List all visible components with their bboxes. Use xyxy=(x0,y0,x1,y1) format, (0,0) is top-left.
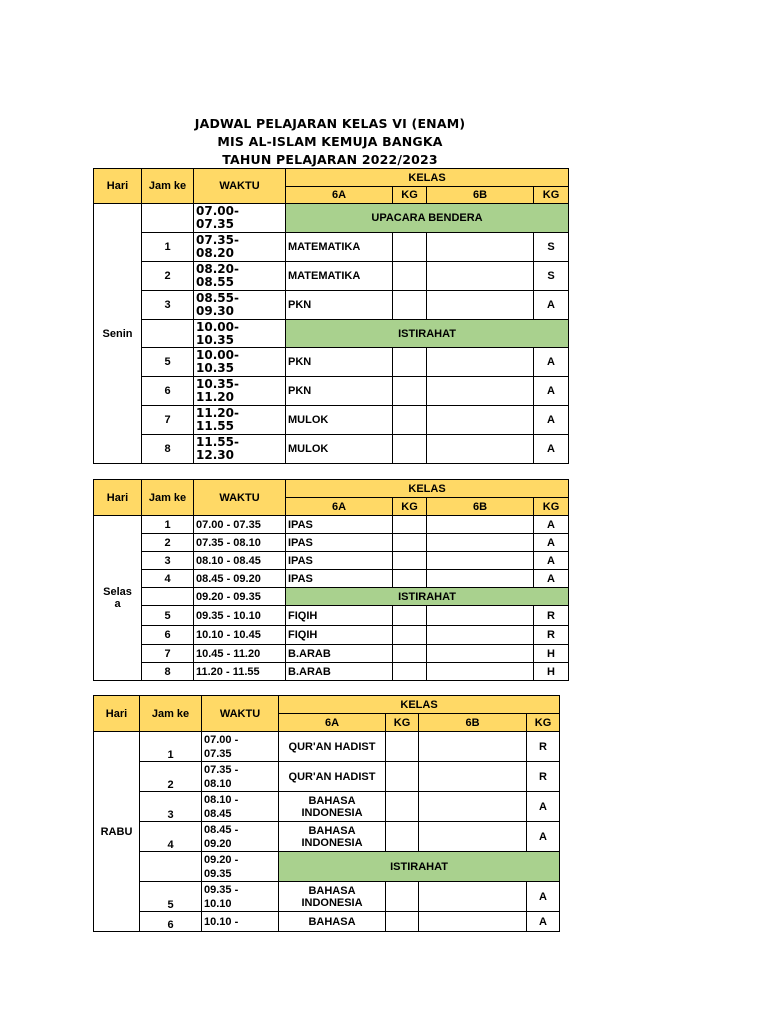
subject-6a-cell: MATEMATIKA xyxy=(286,233,393,262)
table-row xyxy=(94,377,569,406)
jam-cell: 3 xyxy=(142,291,194,320)
subject-6a-cell: QUR'AN HADIST xyxy=(279,732,386,762)
subject-6b-cell xyxy=(427,233,534,262)
waktu-cell: 07.35 - 08.10 xyxy=(194,534,286,552)
jam-cell: 1 xyxy=(142,233,194,262)
jam-cell: 2 xyxy=(140,762,202,792)
header-waktu: WAKTU xyxy=(194,169,286,204)
kg-6a-cell xyxy=(393,348,427,377)
table-row xyxy=(94,645,569,663)
header-kelas: KELAS xyxy=(286,169,569,187)
subject-6b-cell xyxy=(419,912,527,932)
schedule-table-senin xyxy=(93,168,569,464)
header-hari: Hari xyxy=(94,169,142,204)
waktu-cell: 08.45 - 09.20 xyxy=(202,822,279,852)
kg-6b-cell: A xyxy=(534,534,569,552)
waktu-cell: 10.10 - 10.45 xyxy=(194,626,286,645)
waktu-cell: 10.35- 11.20 xyxy=(194,377,286,406)
jam-cell: 6 xyxy=(142,626,194,645)
kg-6a-cell xyxy=(393,262,427,291)
waktu-cell: 10.45 - 11.20 xyxy=(194,645,286,663)
jam-cell: 3 xyxy=(140,792,202,822)
subject-6b-cell xyxy=(419,882,527,912)
header-kg: KG xyxy=(534,498,569,516)
waktu-cell: 07.35- 08.20 xyxy=(194,233,286,262)
jam-cell: 8 xyxy=(142,435,194,464)
jam-cell: 4 xyxy=(142,570,194,588)
table-row xyxy=(94,626,569,645)
subject-6b-cell xyxy=(427,377,534,406)
kg-6a-cell xyxy=(393,377,427,406)
subject-6b-cell xyxy=(427,645,534,663)
subject-6a-cell: BAHASA INDONESIA xyxy=(279,792,386,822)
subject-6a-cell: BAHASA INDONESIA xyxy=(279,822,386,852)
kg-6b-cell: S xyxy=(534,262,569,291)
kg-6b-cell: S xyxy=(534,233,569,262)
kg-6b-cell: A xyxy=(534,516,569,534)
table-row xyxy=(94,262,569,291)
jam-cell: 2 xyxy=(142,534,194,552)
kg-6b-cell: A xyxy=(534,348,569,377)
header-6b: 6B xyxy=(427,498,534,516)
subject-6a-cell: FIQIH xyxy=(286,606,393,626)
header-jam-ke: Jam ke xyxy=(140,696,202,732)
header-6a: 6A xyxy=(286,498,393,516)
table-row xyxy=(94,792,560,822)
kg-6b-cell: H xyxy=(534,645,569,663)
header-jam-ke: Jam ke xyxy=(142,480,194,516)
break-band: UPACARA BENDERA xyxy=(286,204,569,233)
kg-6b-cell: R xyxy=(527,762,560,792)
subject-6b-cell xyxy=(419,762,527,792)
table-row xyxy=(94,570,569,588)
jam-cell: 3 xyxy=(142,552,194,570)
day-cell: Selas a xyxy=(94,516,142,681)
subject-6a-cell: IPAS xyxy=(286,516,393,534)
table-row xyxy=(94,822,560,852)
table-row xyxy=(94,406,569,435)
kg-6a-cell xyxy=(386,732,419,762)
header-kg: KG xyxy=(393,187,427,204)
subject-6b-cell xyxy=(427,516,534,534)
kg-6a-cell xyxy=(393,534,427,552)
subject-6b-cell xyxy=(427,552,534,570)
jam-cell xyxy=(140,852,202,882)
jam-cell: 8 xyxy=(142,663,194,681)
break-band: ISTIRAHAT xyxy=(286,320,569,348)
kg-6b-cell: R xyxy=(534,606,569,626)
table-row xyxy=(94,516,569,534)
waktu-cell: 10.10 - xyxy=(202,912,279,932)
table-row xyxy=(94,852,560,882)
table-row xyxy=(94,291,569,320)
table-row xyxy=(94,606,569,626)
subject-6a-cell: B.ARAB xyxy=(286,663,393,681)
title-line-2: MIS AL-ISLAM KEMUJA BANGKA xyxy=(217,134,443,149)
waktu-cell: 08.10 - 08.45 xyxy=(202,792,279,822)
kg-6a-cell xyxy=(393,626,427,645)
header-kg: KG xyxy=(527,714,560,732)
table-row xyxy=(94,663,569,681)
subject-6a-cell: PKN xyxy=(286,291,393,320)
jam-cell: 1 xyxy=(140,732,202,762)
subject-6b-cell xyxy=(427,534,534,552)
waktu-cell: 08.10 - 08.45 xyxy=(194,552,286,570)
kg-6a-cell xyxy=(393,606,427,626)
kg-6b-cell: A xyxy=(534,435,569,464)
table-row xyxy=(94,912,560,932)
waktu-cell: 09.20 - 09.35 xyxy=(194,588,286,606)
header-hari: Hari xyxy=(94,480,142,516)
table-row xyxy=(94,588,569,606)
subject-6b-cell xyxy=(427,262,534,291)
break-band: ISTIRAHAT xyxy=(286,588,569,606)
waktu-cell: 08.55- 09.30 xyxy=(194,291,286,320)
kg-6b-cell: A xyxy=(534,552,569,570)
kg-6b-cell: A xyxy=(534,406,569,435)
header-waktu: WAKTU xyxy=(202,696,279,732)
table-row xyxy=(94,882,560,912)
header-hari: Hari xyxy=(94,696,140,732)
kg-6b-cell: A xyxy=(534,291,569,320)
subject-6a-cell: B.ARAB xyxy=(286,645,393,663)
waktu-cell: 09.35 - 10.10 xyxy=(202,882,279,912)
header-kg: KG xyxy=(393,498,427,516)
header-waktu: WAKTU xyxy=(194,480,286,516)
header-6b: 6B xyxy=(427,187,534,204)
selasa-body xyxy=(94,516,569,681)
header-kg: KG xyxy=(534,187,569,204)
header-kg: KG xyxy=(386,714,419,732)
break-band: ISTIRAHAT xyxy=(279,852,560,882)
waktu-cell: 11.20 - 11.55 xyxy=(194,663,286,681)
kg-6a-cell xyxy=(393,570,427,588)
day-cell: Senin xyxy=(94,204,142,464)
kg-6b-cell: H xyxy=(534,663,569,681)
waktu-cell: 07.35 - 08.10 xyxy=(202,762,279,792)
jam-cell: 2 xyxy=(142,262,194,291)
jam-cell: 4 xyxy=(140,822,202,852)
kg-6b-cell: R xyxy=(534,626,569,645)
jam-cell: 7 xyxy=(142,645,194,663)
kg-6a-cell xyxy=(393,291,427,320)
waktu-cell: 07.00 - 07.35 xyxy=(194,516,286,534)
header-kelas: KELAS xyxy=(286,480,569,498)
jam-cell xyxy=(142,204,194,233)
waktu-cell: 09.35 - 10.10 xyxy=(194,606,286,626)
waktu-cell: 11.55- 12.30 xyxy=(194,435,286,464)
waktu-cell: 10.00- 10.35 xyxy=(194,348,286,377)
kg-6a-cell xyxy=(386,792,419,822)
table-row xyxy=(94,348,569,377)
table-row xyxy=(94,732,560,762)
waktu-cell: 08.20- 08.55 xyxy=(194,262,286,291)
rabu-body xyxy=(94,732,560,932)
kg-6a-cell xyxy=(393,552,427,570)
waktu-cell: 07.00 - 07.35 xyxy=(202,732,279,762)
subject-6a-cell: IPAS xyxy=(286,552,393,570)
kg-6b-cell: A xyxy=(527,882,560,912)
subject-6b-cell xyxy=(419,822,527,852)
jam-cell: 6 xyxy=(140,912,202,932)
table-row xyxy=(94,435,569,464)
kg-6b-cell: A xyxy=(527,822,560,852)
subject-6a-cell: MATEMATIKA xyxy=(286,262,393,291)
subject-6b-cell xyxy=(427,626,534,645)
subject-6b-cell xyxy=(427,406,534,435)
schedule-table-selasa xyxy=(93,479,569,681)
kg-6a-cell xyxy=(393,645,427,663)
table-row xyxy=(94,204,569,233)
subject-6b-cell xyxy=(427,435,534,464)
header-jam-ke: Jam ke xyxy=(142,169,194,204)
table-row xyxy=(94,552,569,570)
waktu-cell: 09.20 - 09.35 xyxy=(202,852,279,882)
table-row xyxy=(94,762,560,792)
schedule-table-rabu xyxy=(93,695,560,932)
waktu-cell: 07.00- 07.35 xyxy=(194,204,286,233)
header-6b: 6B xyxy=(419,714,527,732)
table-row xyxy=(94,233,569,262)
subject-6b-cell xyxy=(427,663,534,681)
kg-6b-cell: A xyxy=(527,792,560,822)
senin-body xyxy=(94,204,569,464)
subject-6b-cell xyxy=(419,792,527,822)
jam-cell xyxy=(142,320,194,348)
subject-6a-cell: PKN xyxy=(286,377,393,406)
kg-6a-cell xyxy=(393,233,427,262)
kg-6a-cell xyxy=(393,516,427,534)
table-row xyxy=(94,320,569,348)
subject-6a-cell: BAHASA INDONESIA xyxy=(279,882,386,912)
kg-6a-cell xyxy=(393,406,427,435)
subject-6a-cell: IPAS xyxy=(286,570,393,588)
jam-cell: 7 xyxy=(142,406,194,435)
subject-6a-cell: BAHASA xyxy=(279,912,386,932)
jam-cell: 5 xyxy=(140,882,202,912)
subject-6a-cell: IPAS xyxy=(286,534,393,552)
jam-cell xyxy=(142,588,194,606)
subject-6a-cell: MULOK xyxy=(286,435,393,464)
subject-6b-cell xyxy=(427,570,534,588)
subject-6b-cell xyxy=(427,606,534,626)
jam-cell: 5 xyxy=(142,348,194,377)
kg-6a-cell xyxy=(393,663,427,681)
kg-6b-cell: A xyxy=(527,912,560,932)
table-row xyxy=(94,534,569,552)
waktu-cell: 11.20- 11.55 xyxy=(194,406,286,435)
jam-cell: 5 xyxy=(142,606,194,626)
subject-6b-cell xyxy=(427,348,534,377)
header-6a: 6A xyxy=(279,714,386,732)
kg-6a-cell xyxy=(386,822,419,852)
waktu-cell: 08.45 - 09.20 xyxy=(194,570,286,588)
subject-6a-cell: MULOK xyxy=(286,406,393,435)
kg-6a-cell xyxy=(393,435,427,464)
kg-6a-cell xyxy=(386,762,419,792)
title-line-1: JADWAL PELAJARAN KELAS VI (ENAM) xyxy=(194,116,466,131)
jam-cell: 6 xyxy=(142,377,194,406)
header-6a: 6A xyxy=(286,187,393,204)
day-cell: RABU xyxy=(94,732,140,932)
kg-6b-cell: R xyxy=(527,732,560,762)
jam-cell: 1 xyxy=(142,516,194,534)
subject-6b-cell xyxy=(419,732,527,762)
kg-6a-cell xyxy=(386,912,419,932)
header-kelas: KELAS xyxy=(279,696,560,714)
kg-6b-cell: A xyxy=(534,570,569,588)
kg-6a-cell xyxy=(386,882,419,912)
subject-6a-cell: FIQIH xyxy=(286,626,393,645)
kg-6b-cell: A xyxy=(534,377,569,406)
subject-6a-cell: QUR'AN HADIST xyxy=(279,762,386,792)
waktu-cell: 10.00- 10.35 xyxy=(194,320,286,348)
title-line-3: TAHUN PELAJARAN 2022/2023 xyxy=(222,152,438,167)
subject-6b-cell xyxy=(427,291,534,320)
subject-6a-cell: PKN xyxy=(286,348,393,377)
